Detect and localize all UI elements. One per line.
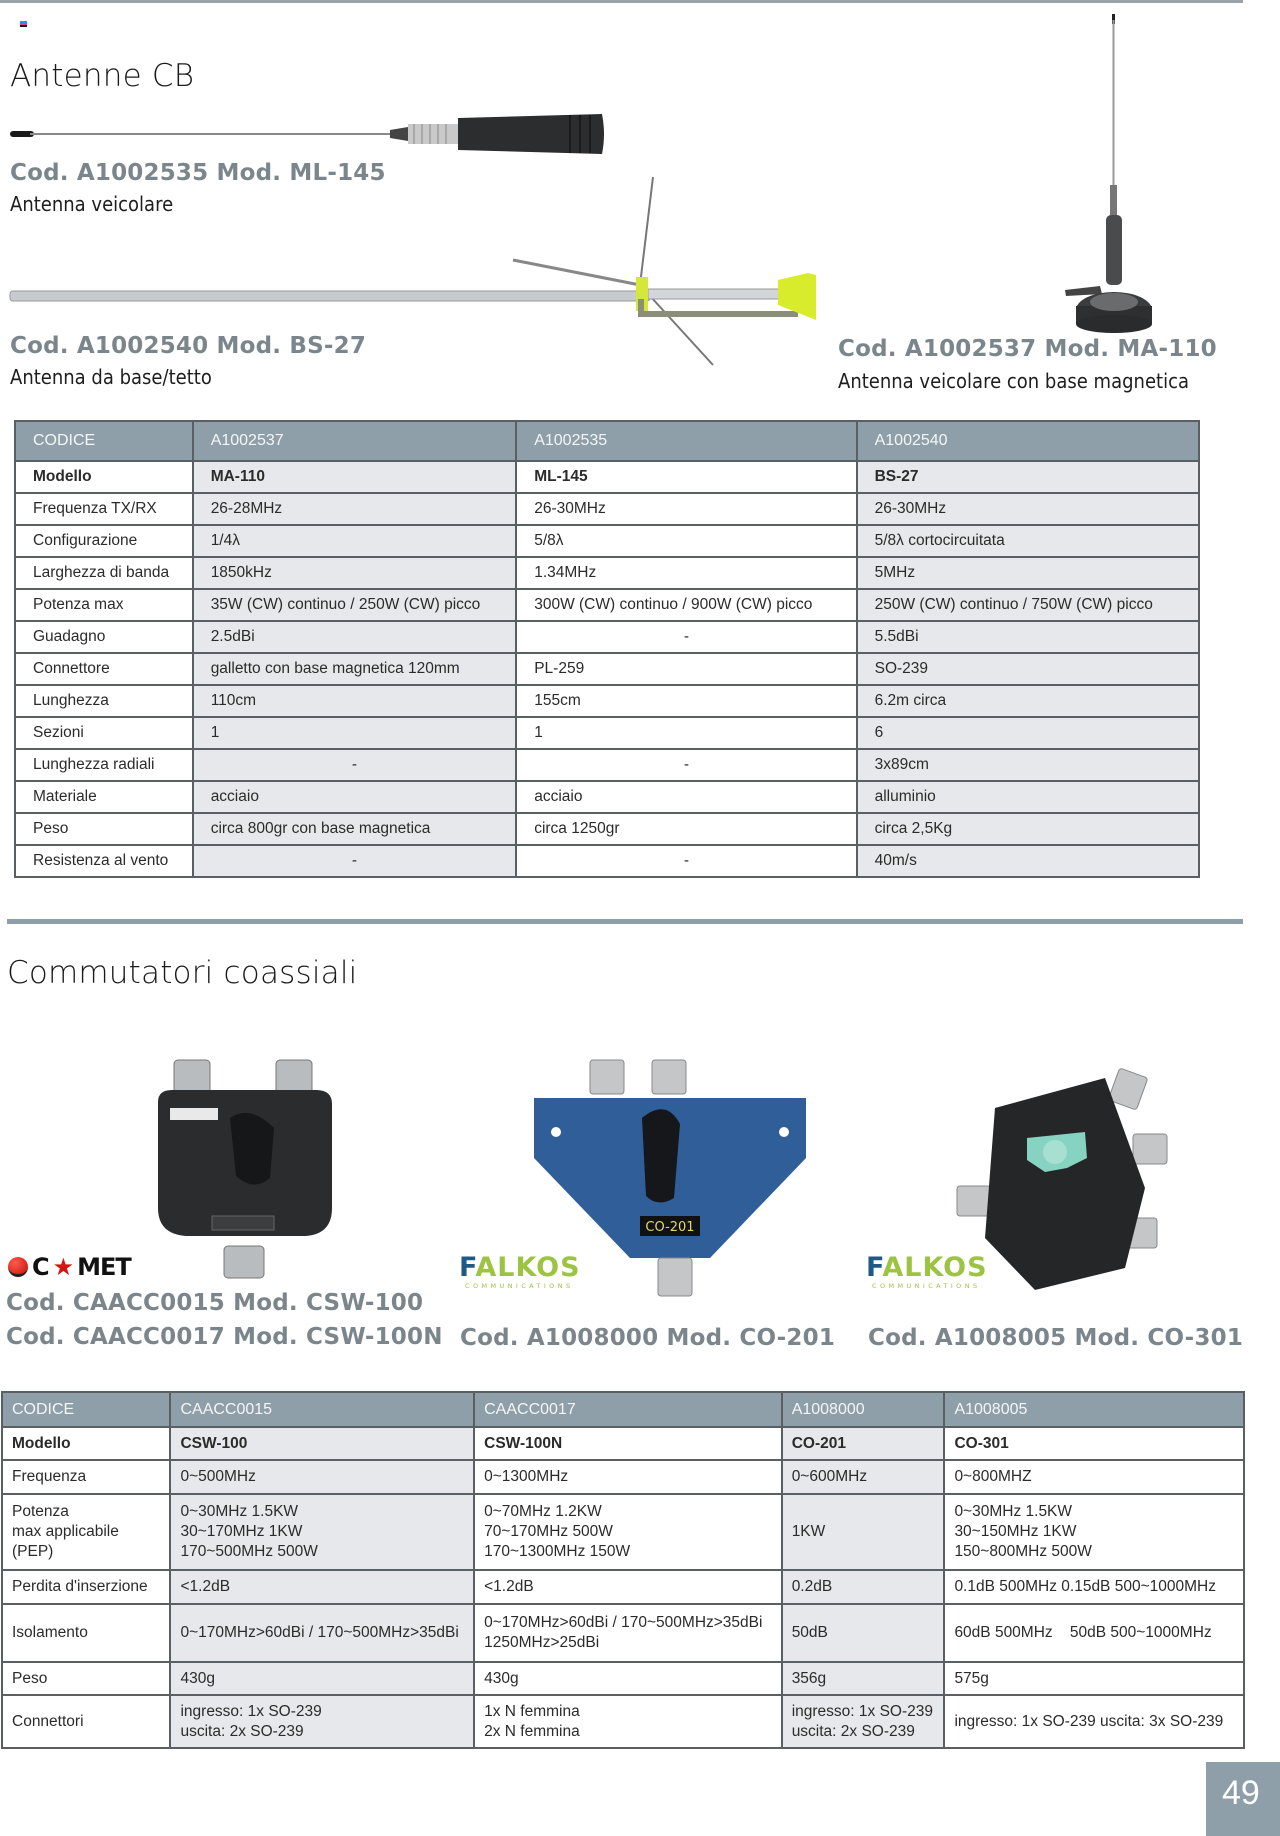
cell: 26-30MHz <box>857 493 1199 525</box>
comet-logo-ball-icon <box>8 1257 28 1277</box>
table-row <box>15 557 1199 589</box>
star-icon: ★ <box>52 1253 74 1281</box>
cell: circa 800gr con base magnetica <box>193 813 517 845</box>
header-codice: CODICE <box>15 421 193 461</box>
comet-logo: C ★ MET <box>8 1254 131 1280</box>
cell: 1x N femmina 2x N femmina <box>474 1695 782 1748</box>
row-label: Resistenza al vento <box>15 845 193 877</box>
row-label: Potenza max <box>15 589 193 621</box>
cell: PL-259 <box>516 653 856 685</box>
table-row <box>15 525 1199 557</box>
table-row <box>15 461 1199 493</box>
cell: 1KW <box>782 1494 945 1570</box>
cell: 356g <box>782 1662 945 1695</box>
cell: 60dB 500MHz 50dB 500~1000MHz <box>944 1604 1244 1662</box>
table-row <box>2 1494 1244 1570</box>
cell: ingresso: 1x SO-239 uscita: 2x SO-239 <box>170 1695 474 1748</box>
row-label: Frequenza TX/RX <box>15 493 193 525</box>
cell: 0~170MHz>60dBi / 170~500MHz>35dBi <box>170 1604 474 1662</box>
cell: 0.2dB <box>782 1570 945 1604</box>
cell: 110cm <box>193 685 517 717</box>
cell: SO-239 <box>857 653 1199 685</box>
table-header-row <box>15 421 1199 461</box>
cell: 300W (CW) continuo / 900W (CW) picco <box>516 589 856 621</box>
table-row <box>15 845 1199 877</box>
cell: 1 <box>516 717 856 749</box>
row-label: Materiale <box>15 781 193 813</box>
cell: 26-30MHz <box>516 493 856 525</box>
cell: 0~1300MHz <box>474 1460 782 1494</box>
cell: ingresso: 1x SO-239 uscita: 2x SO-239 <box>782 1695 945 1748</box>
cell: 155cm <box>516 685 856 717</box>
row-label: Isolamento <box>2 1604 170 1662</box>
product-description-ml-145: Antenna veicolare <box>10 192 174 216</box>
cell: galletto con base magnetica 120mm <box>193 653 517 685</box>
cell: CSW-100 <box>170 1427 474 1460</box>
svg-text:CO-201: CO-201 <box>645 1220 695 1235</box>
row-label: Perdita d'inserzione <box>2 1570 170 1604</box>
cell: 0~800MHZ <box>944 1460 1244 1494</box>
row-label: Guadagno <box>15 621 193 653</box>
cell: 575g <box>944 1662 1244 1695</box>
header-a1008000: A1008000 <box>782 1392 945 1427</box>
header-a1008005: A1008005 <box>944 1392 1244 1427</box>
header-a1002537: A1002537 <box>193 421 517 461</box>
section-title-commutatori-coassiali: Commutatori coassiali <box>7 955 358 991</box>
header-caacc0015: CAACC0015 <box>170 1392 474 1427</box>
cell: 430g <box>474 1662 782 1695</box>
product-code-csw-100n: Cod. CAACC0017 Mod. CSW-100N <box>6 1324 443 1350</box>
table-row <box>2 1570 1244 1604</box>
row-label: Larghezza di banda <box>15 557 193 589</box>
top-rule <box>0 0 1243 3</box>
row-label: Modello <box>15 461 193 493</box>
cell: 1850kHz <box>193 557 517 589</box>
row-label: Lunghezza <box>15 685 193 717</box>
row-label: Potenza max applicabile (PEP) <box>2 1494 170 1570</box>
header-caacc0017: CAACC0017 <box>474 1392 782 1427</box>
comet-2-way-switch-image <box>150 1058 350 1280</box>
row-label: Modello <box>2 1427 170 1460</box>
cell: ML-145 <box>516 461 856 493</box>
cell: 6.2m circa <box>857 685 1199 717</box>
product-code-co-301: Cod. A1008005 Mod. CO-301 <box>868 1325 1244 1351</box>
header-a1002535: A1002535 <box>516 421 856 461</box>
cell: 1 <box>193 717 517 749</box>
table-row <box>15 589 1199 621</box>
cell: CSW-100N <box>474 1427 782 1460</box>
cell: 1.34MHz <box>516 557 856 589</box>
header-a1002540: A1002540 <box>857 421 1199 461</box>
product-description-bs-27: Antenna da base/tetto <box>10 365 212 389</box>
cell: alluminio <box>857 781 1199 813</box>
page-number: 49 <box>1206 1762 1280 1836</box>
cell: circa 2,5Kg <box>857 813 1199 845</box>
product-code-co-201: Cod. A1008000 Mod. CO-201 <box>460 1325 836 1351</box>
table-row <box>2 1604 1244 1662</box>
cell: 0~30MHz 1.5KW 30~170MHz 1KW 170~500MHz 500W <box>170 1494 474 1570</box>
cell: 250W (CW) continuo / 750W (CW) picco <box>857 589 1199 621</box>
row-label: Frequenza <box>2 1460 170 1494</box>
cell: 3x89cm <box>857 749 1199 781</box>
table-row <box>2 1662 1244 1695</box>
cell: BS-27 <box>857 461 1199 493</box>
cell: 0~170MHz>60dBi / 170~500MHz>35dBi 1250MHz>25dBi <box>474 1604 782 1662</box>
product-code-ml-145: Cod. A1002535 Mod. ML-145 <box>10 160 386 186</box>
table-row <box>15 781 1199 813</box>
cell: 1/4λ <box>193 525 517 557</box>
cell: <1.2dB <box>474 1570 782 1604</box>
magnetic-base-antenna-image <box>1040 10 1160 340</box>
table-row <box>2 1695 1244 1748</box>
section-divider <box>7 919 1243 924</box>
cell: - <box>516 621 856 653</box>
antenna-spec-table <box>14 420 1200 878</box>
product-code-ma-110: Cod. A1002537 Mod. MA-110 <box>838 336 1217 362</box>
row-label: Peso <box>15 813 193 845</box>
cell: MA-110 <box>193 461 517 493</box>
cell: CO-201 <box>782 1427 945 1460</box>
table-row <box>15 749 1199 781</box>
cell: - <box>516 845 856 877</box>
cell: 50dB <box>782 1604 945 1662</box>
cell: 5MHz <box>857 557 1199 589</box>
product-code-bs-27: Cod. A1002540 Mod. BS-27 <box>10 333 367 359</box>
cell: 5/8λ cortocircuitata <box>857 525 1199 557</box>
row-label: Connettore <box>15 653 193 685</box>
cell: <1.2dB <box>170 1570 474 1604</box>
section-title-antenne-cb: Antenne CB <box>10 58 195 94</box>
table-row <box>2 1460 1244 1494</box>
row-label: Peso <box>2 1662 170 1695</box>
cell: 0.1dB 500MHz 0.15dB 500~1000MHz <box>944 1570 1244 1604</box>
table-header-row <box>2 1392 1244 1427</box>
cell: 40m/s <box>857 845 1199 877</box>
cell: 0~70MHz 1.2KW 70~170MHz 500W 170~1300MHz 150W <box>474 1494 782 1570</box>
print-registration-mark <box>20 21 27 27</box>
cell: - <box>193 749 517 781</box>
cell: 0~30MHz 1.5KW 30~150MHz 1KW 150~800MHz 500W <box>944 1494 1244 1570</box>
table-row <box>15 653 1199 685</box>
cell: 5.5dBi <box>857 621 1199 653</box>
table-row <box>15 493 1199 525</box>
cell: 35W (CW) continuo / 250W (CW) picco <box>193 589 517 621</box>
cell: 0~500MHz <box>170 1460 474 1494</box>
row-label: Connettori <box>2 1695 170 1748</box>
cell: acciaio <box>516 781 856 813</box>
cell: 2.5dBi <box>193 621 517 653</box>
table-row <box>15 685 1199 717</box>
cell: CO-301 <box>944 1427 1244 1460</box>
falkos-logo: FALKOS COMMUNICATIONS <box>866 1252 988 1290</box>
cell: - <box>193 845 517 877</box>
table-row <box>2 1427 1244 1460</box>
table-row <box>15 621 1199 653</box>
row-label: Sezioni <box>15 717 193 749</box>
cell: 6 <box>857 717 1199 749</box>
coaxial-switch-spec-table <box>1 1391 1245 1749</box>
cell: 430g <box>170 1662 474 1695</box>
cell: circa 1250gr <box>516 813 856 845</box>
table-row <box>15 717 1199 749</box>
vehicle-whip-antenna-image <box>10 110 610 160</box>
product-code-csw-100: Cod. CAACC0015 Mod. CSW-100 <box>6 1290 424 1316</box>
table-row <box>15 813 1199 845</box>
falkos-logo: FALKOS COMMUNICATIONS <box>459 1252 581 1290</box>
row-label: Configurazione <box>15 525 193 557</box>
row-label: Lunghezza radiali <box>15 749 193 781</box>
cell: 0~600MHz <box>782 1460 945 1494</box>
cell: 5/8λ <box>516 525 856 557</box>
cell: - <box>516 749 856 781</box>
cell: ingresso: 1x SO-239 uscita: 3x SO-239 <box>944 1695 1244 1748</box>
product-description-ma-110: Antenna veicolare con base magnetica <box>838 369 1190 393</box>
header-codice: CODICE <box>2 1392 170 1427</box>
cell: acciaio <box>193 781 517 813</box>
cell: 26-28MHz <box>193 493 517 525</box>
